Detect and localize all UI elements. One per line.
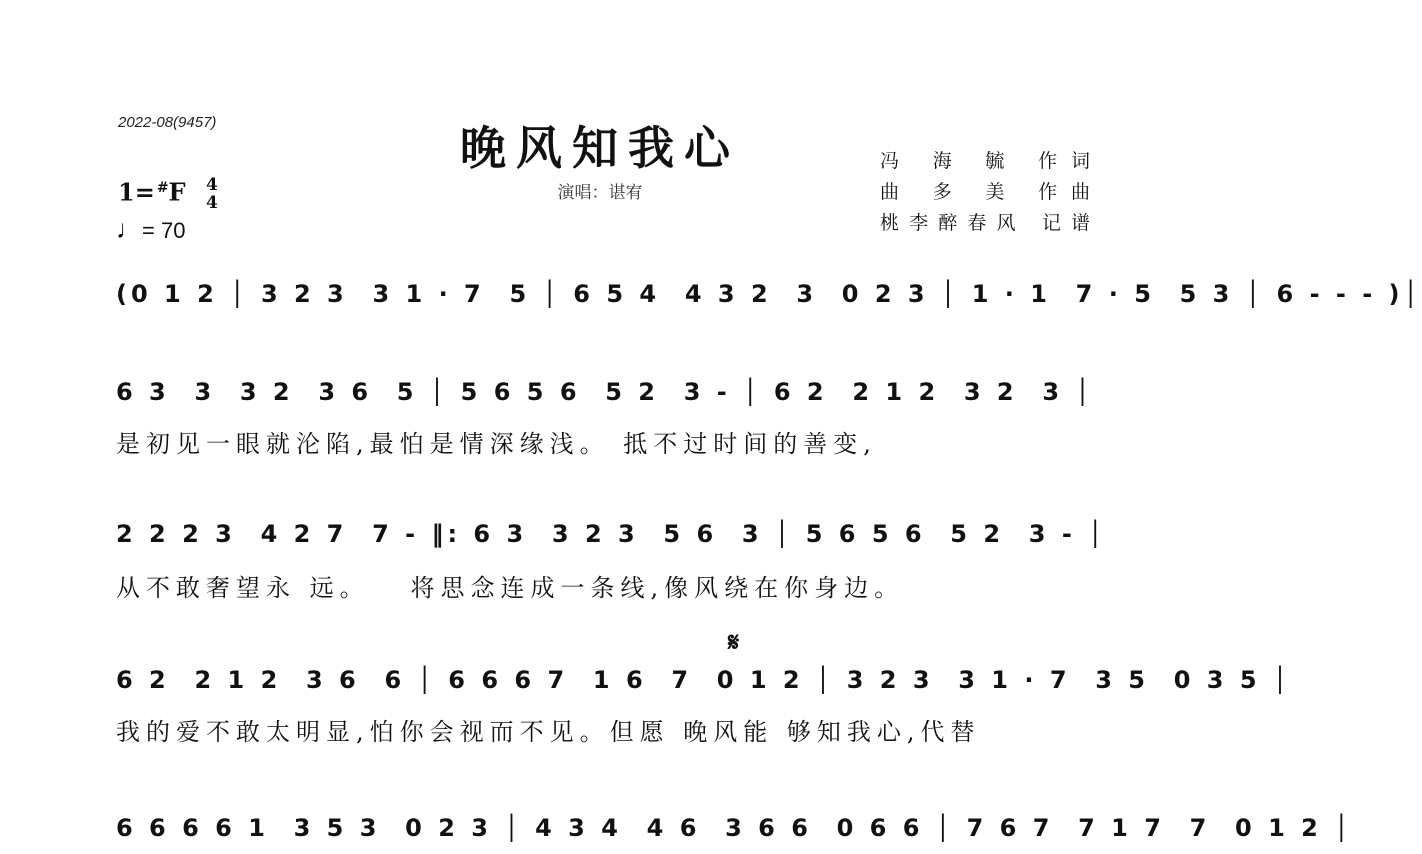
segno-sign: 𝄋 bbox=[728, 628, 740, 658]
lyrics-line-4: 我的爱不敢太明显,怕你会视而不见。但愿 晚风能 够知我心,代替 bbox=[116, 718, 981, 746]
notation-line-5: 6 6 6 6 1 3 5 3 0 2 3 │ 4 3 4 4 6 3 6 6 0 6 6 │ 7 6 7 7 1 7 7 0 1 2 │ bbox=[116, 814, 1353, 842]
document-id: 2022-08(9457) bbox=[118, 114, 217, 131]
composer-credit: 曲 多 美 作曲 bbox=[880, 181, 1090, 203]
notation-line-2: 6 3 3 3 2 3 6 5 │ 5 6 5 6 5 2 3 - │ 6 2 2 1 2 3 2 3 │ bbox=[116, 378, 1094, 406]
lyrics-line-3: 从不敢奢望永 远。 将思念连成一条线,像风绕在你身边。 bbox=[116, 574, 905, 602]
score-line-2 bbox=[116, 378, 1094, 418]
lyricist-credit: 冯 海 毓 作词 bbox=[880, 150, 1090, 172]
time-signature bbox=[206, 176, 218, 212]
key-signature bbox=[118, 176, 218, 212]
singer-credit: 演唱：谌宥 bbox=[557, 183, 643, 203]
notation-line-1: (0 1 2 │ 3 2 3 3 1 · 7 5 │ 6 5 4 4 3 2 3 0 2 3 │ 1 · 1 7 · 5 5 3 │ 6 - - - )│ bbox=[116, 280, 1422, 308]
key-note: F bbox=[168, 177, 186, 207]
score-line-5 bbox=[116, 814, 1353, 854]
transcriber-credit: 桃李醉春风 记谱 bbox=[880, 212, 1090, 234]
credits-block bbox=[880, 146, 1090, 239]
song-title: 晚风知我心 bbox=[460, 121, 740, 175]
notation-line-3: 2 2 2 3 4 2 7 7 - ‖: 6 3 3 2 3 5 6 3 │ 5 6 5 6 5 2 3 - │ bbox=[116, 520, 1107, 548]
time-signature-bottom: 4 bbox=[205, 193, 218, 213]
key-label: 1= bbox=[118, 177, 155, 207]
notation-line-4: 6 2 2 1 2 3 6 6 │ 6 6 6 7 1 6 7 0 1 2 │ 3 2 3 3 1 · 7 3 5 0 3 5 │ bbox=[116, 666, 1292, 694]
sharp-sign: # bbox=[156, 179, 169, 196]
tempo-marking bbox=[116, 214, 185, 245]
time-signature-top: 4 bbox=[205, 175, 218, 195]
quarter-note-icon: ♩ bbox=[116, 214, 142, 244]
score-line-4 bbox=[116, 666, 1292, 706]
score-line-3 bbox=[116, 520, 1107, 560]
tempo-value: = 70 bbox=[142, 218, 186, 243]
lyrics-line-2: 是初见一眼就沦陷,最怕是情深缘浅。 抵不过时间的善变, bbox=[116, 430, 877, 458]
score-line-1 bbox=[116, 280, 1422, 320]
